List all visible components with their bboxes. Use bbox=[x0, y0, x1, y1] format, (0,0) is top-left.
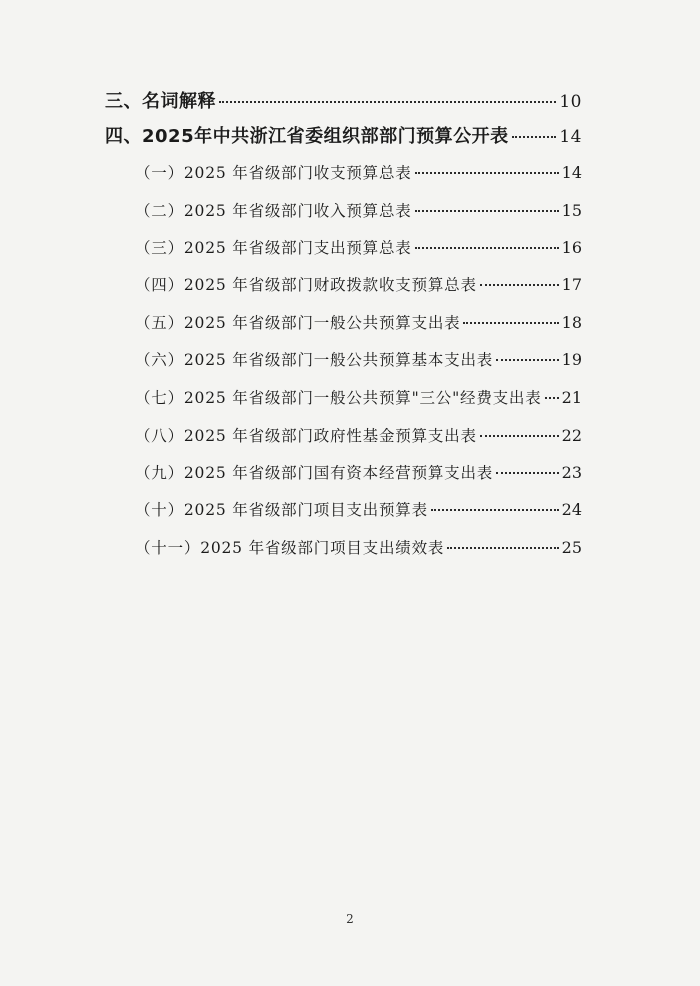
toc-entry-page: 24 bbox=[561, 500, 582, 519]
toc-entry-label: （三）2025 年省级部门支出预算总表 bbox=[135, 239, 412, 257]
toc-entry-page: 25 bbox=[561, 538, 582, 557]
toc-entry-page: 15 bbox=[561, 201, 582, 220]
toc-leader-dots bbox=[415, 210, 559, 212]
toc-entry-label: （七）2025 年省级部门一般公共预算"三公"经费支出表 bbox=[135, 389, 542, 407]
toc-entry-label: 四、2025年中共浙江省委组织部部门预算公开表 bbox=[105, 126, 509, 147]
toc-leader-dots bbox=[480, 284, 559, 286]
toc-entry-page: 23 bbox=[561, 463, 582, 482]
toc-entry-page: 10 bbox=[559, 92, 582, 112]
toc-leader-dots bbox=[496, 472, 559, 474]
toc-leader-dots bbox=[219, 101, 556, 103]
toc-entry-page: 14 bbox=[559, 127, 582, 147]
toc-entry-table-10[interactable] bbox=[135, 498, 582, 526]
toc-entry-label: （二）2025 年省级部门收入预算总表 bbox=[135, 202, 412, 220]
toc-entry-label: （四）2025 年省级部门财政拨款收支预算总表 bbox=[135, 276, 477, 294]
toc-leader-dots bbox=[480, 435, 559, 437]
toc-entry-label: （一）2025 年省级部门收支预算总表 bbox=[135, 164, 412, 182]
toc-entry-page: 19 bbox=[561, 350, 582, 369]
toc-entry-table-4[interactable] bbox=[135, 273, 582, 301]
toc-entry-table-5[interactable] bbox=[135, 311, 582, 339]
toc-entry-table-3[interactable] bbox=[135, 236, 582, 264]
toc-entry-section-4[interactable] bbox=[105, 122, 582, 150]
toc-entry-page: 22 bbox=[561, 426, 582, 445]
toc-leader-dots bbox=[496, 359, 559, 361]
toc-leader-dots bbox=[415, 172, 559, 174]
toc-leader-dots bbox=[415, 247, 559, 249]
page-number: 2 bbox=[346, 912, 354, 926]
toc-entry-label: （九）2025 年省级部门国有资本经营预算支出表 bbox=[135, 464, 494, 482]
toc-entry-table-6[interactable] bbox=[135, 348, 582, 376]
toc-entry-label: （八）2025 年省级部门政府性基金预算支出表 bbox=[135, 427, 477, 445]
toc-entry-label: （十）2025 年省级部门项目支出预算表 bbox=[135, 501, 428, 519]
toc-entry-table-11[interactable] bbox=[135, 536, 582, 564]
toc-entry-label: （六）2025 年省级部门一般公共预算基本支出表 bbox=[135, 351, 494, 369]
toc-leader-dots bbox=[431, 509, 559, 511]
toc-leader-dots bbox=[512, 136, 557, 138]
toc-entry-page: 18 bbox=[561, 313, 582, 332]
toc-entry-page: 16 bbox=[561, 238, 582, 257]
toc-entry-label: （十一）2025 年省级部门项目支出绩效表 bbox=[135, 539, 445, 557]
toc-leader-dots bbox=[463, 322, 558, 324]
toc-entry-page: 14 bbox=[561, 163, 582, 182]
toc-entry-label: 三、名词解释 bbox=[105, 91, 216, 112]
toc-leader-dots bbox=[545, 397, 559, 399]
toc-entry-table-2[interactable] bbox=[135, 199, 582, 227]
toc-entry-page: 21 bbox=[561, 388, 582, 407]
toc-entry-section-3[interactable] bbox=[105, 87, 582, 115]
toc-leader-dots bbox=[447, 547, 558, 549]
toc-entry-label: （五）2025 年省级部门一般公共预算支出表 bbox=[135, 314, 461, 332]
toc-entry-table-8[interactable] bbox=[135, 424, 582, 452]
toc-entry-table-1[interactable] bbox=[135, 161, 582, 189]
toc-entry-page: 17 bbox=[561, 275, 582, 294]
toc-entry-table-7[interactable] bbox=[135, 386, 582, 414]
toc-entry-table-9[interactable] bbox=[135, 461, 582, 489]
